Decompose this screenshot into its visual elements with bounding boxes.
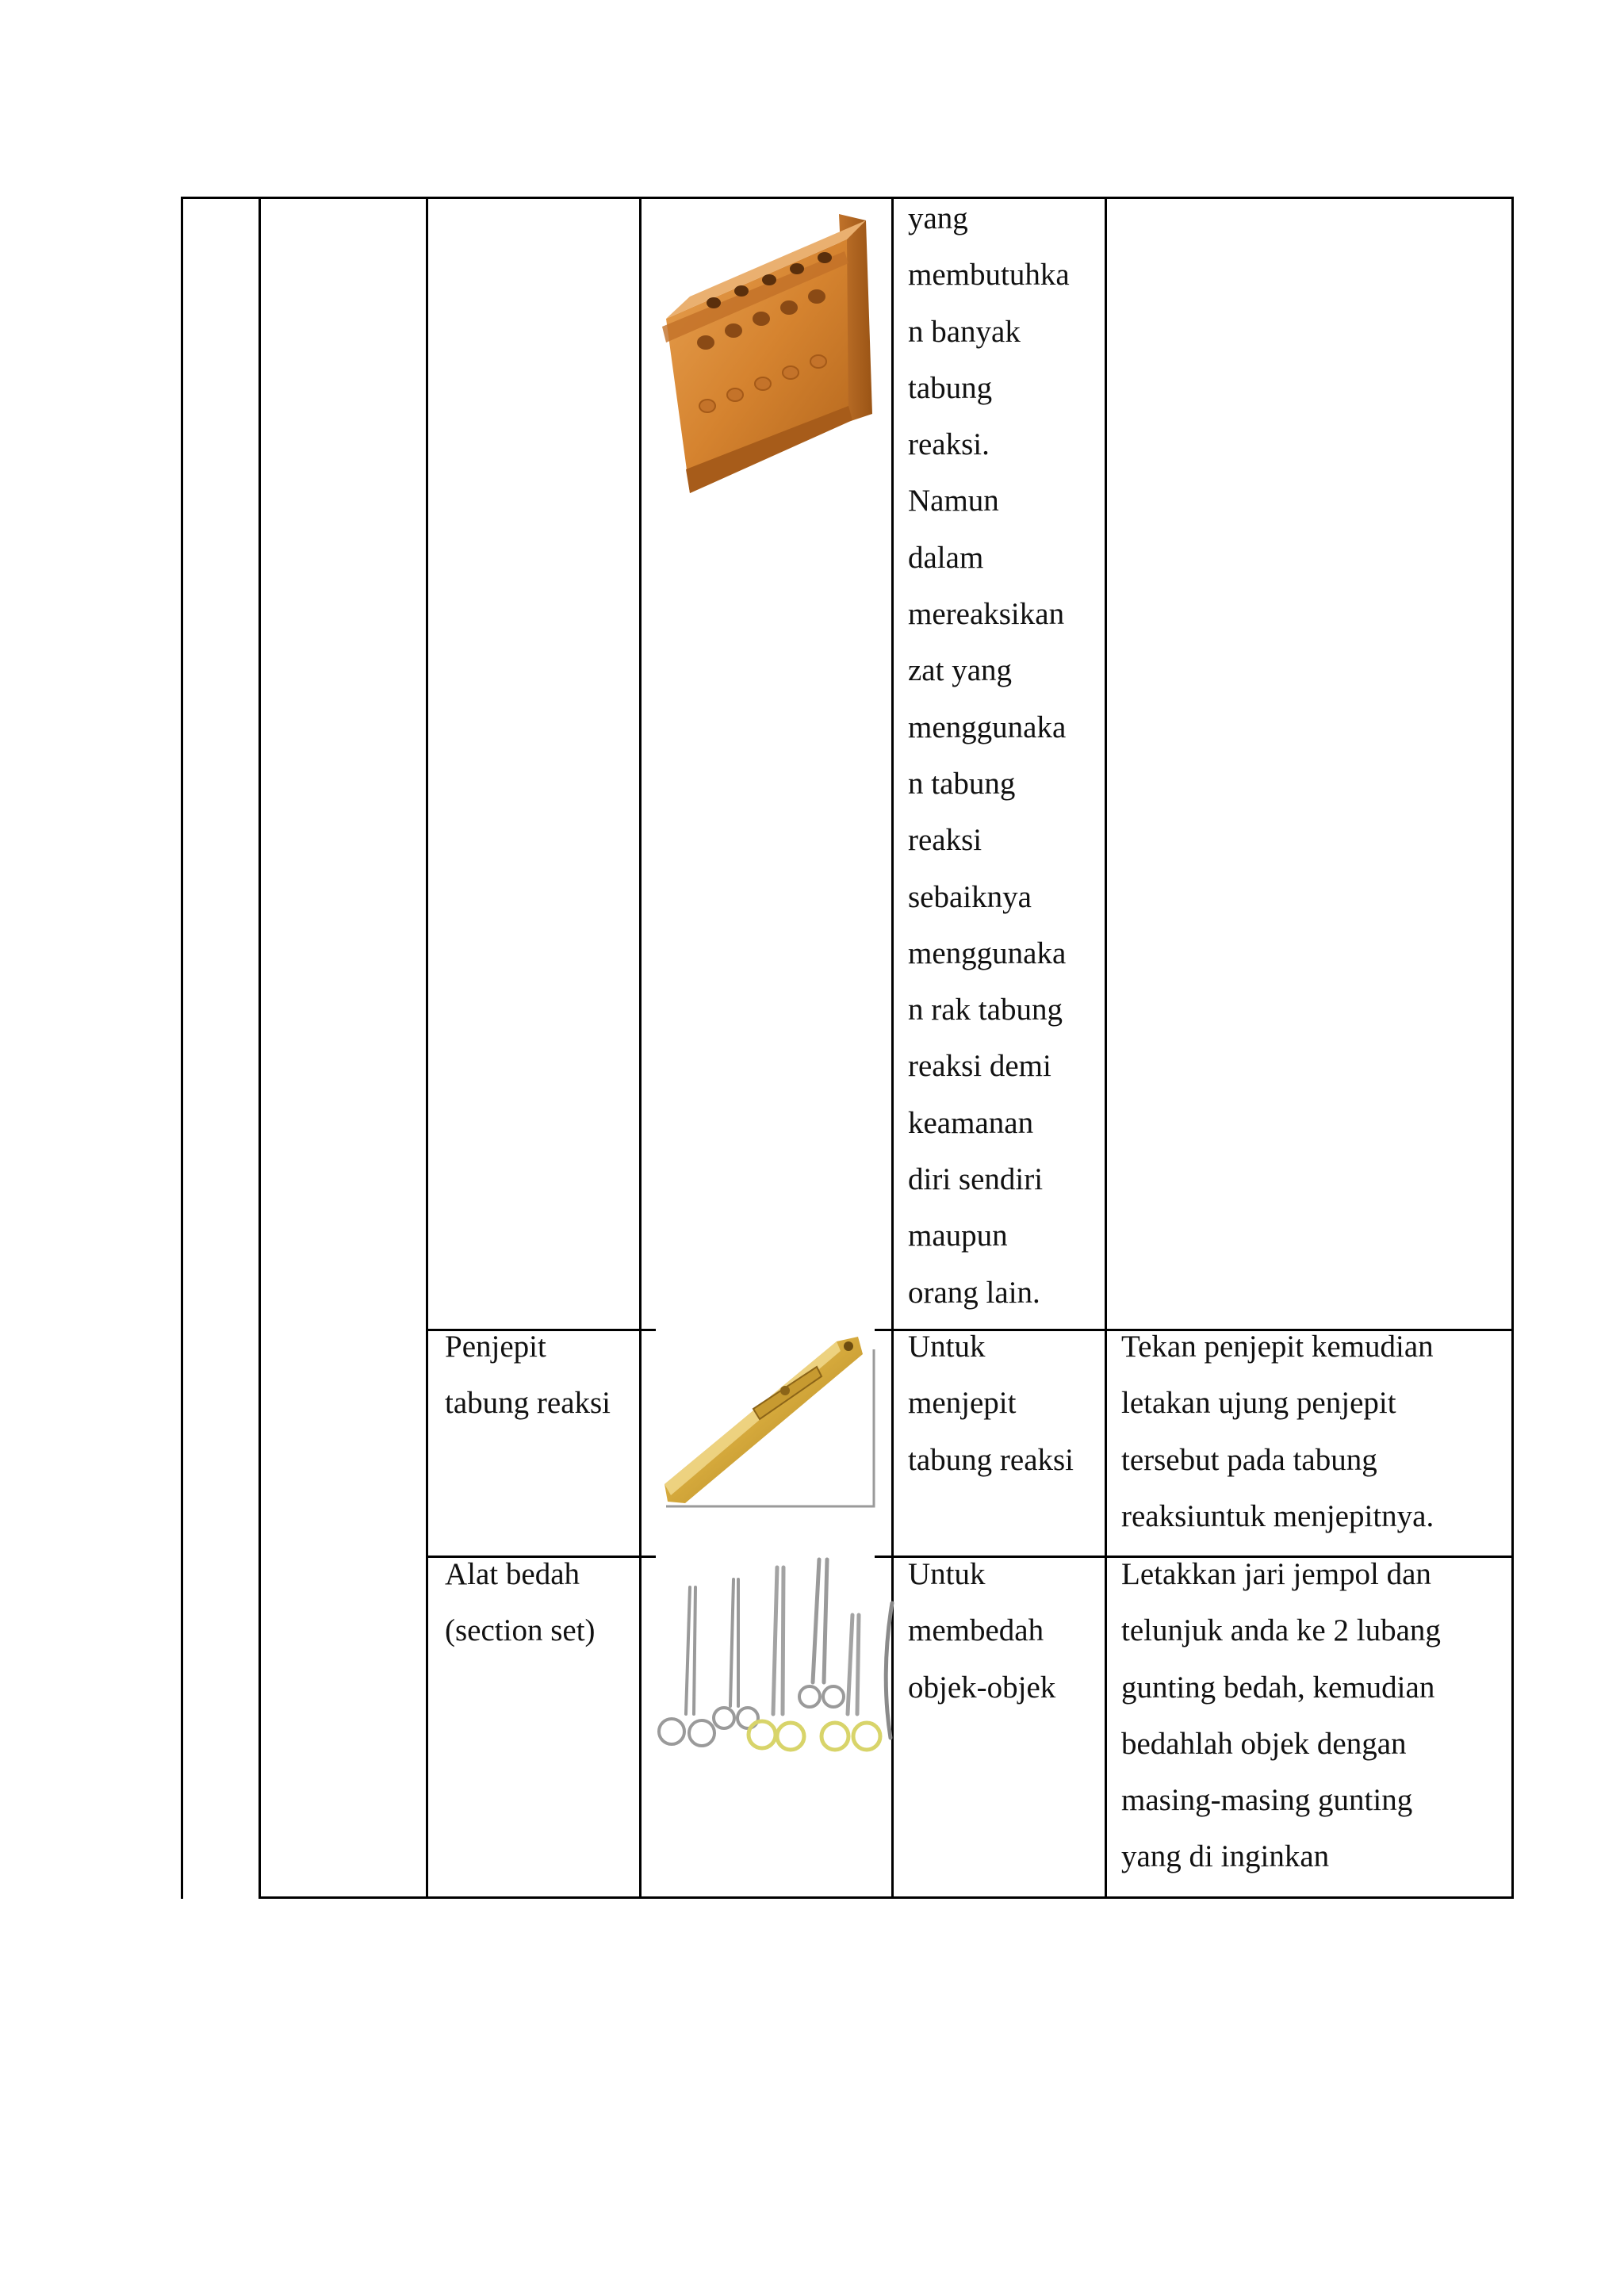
text-line: n banyak [908,314,1021,349]
text-line: reaksi [908,823,982,858]
text-line: yang di inginkan [1121,1839,1330,1874]
text-line: tabung reaksi [908,1442,1074,1477]
text-line: sebaiknya [908,879,1032,914]
text-line: gunting bedah, kemudian [1121,1670,1435,1705]
table-right-border [1511,197,1514,1899]
column-divider-2 [259,197,261,1899]
text-line: n rak tabung [908,993,1063,1027]
text-line: Untuk [908,1330,986,1364]
text-line: Penjepit [445,1330,546,1364]
column-divider-4 [639,197,642,1899]
tool-name [445,1318,611,1432]
text-line: tersebut pada tabung [1121,1442,1377,1477]
column-divider-6 [1105,197,1107,1899]
text-line: membutuhka [908,258,1070,293]
text-line: keamanan [908,1105,1034,1140]
text-line: Letakkan jari jempol dan [1121,1557,1431,1591]
purpose-text [908,190,1070,1321]
usage-text [1121,1318,1434,1544]
table-bottom-border [259,1896,1514,1899]
text-line: orang lain. [908,1275,1040,1310]
text-line: n tabung [908,766,1016,801]
text-line: Namun [908,484,999,519]
text-line: diri sendiri [908,1162,1044,1197]
text-line: dalam [908,540,984,575]
text-line: letakan ujung penjepit [1121,1386,1396,1421]
purpose-text [908,1318,1074,1488]
text-line: Tekan penjepit kemudian [1121,1330,1434,1364]
text-line: bedahlah objek dengan [1121,1726,1407,1761]
text-line: reaksiuntuk menjepitnya. [1121,1498,1434,1533]
text-line: zat yang [908,653,1013,688]
table-top-border [181,197,1514,199]
test-tube-rack-icon [658,208,884,509]
text-line: masing-masing gunting [1121,1783,1413,1818]
text-line: tabung [908,370,993,405]
text-line: membedah [908,1613,1044,1648]
text-line: maupun [908,1219,1008,1253]
dissecting-scissors-set-icon [654,1556,896,1785]
test-tube-clamp-icon [658,1326,880,1510]
column-divider-3 [426,197,428,1899]
text-line: Alat bedah [445,1557,580,1591]
column-divider-1 [181,197,183,1899]
text-line: menggunaka [908,710,1067,744]
text-line: reaksi demi [908,1049,1051,1084]
text-line: tabung reaksi [445,1386,611,1421]
text-line: Untuk [908,1557,986,1591]
text-line: objek-objek [908,1670,1056,1705]
text-line: menjepit [908,1386,1017,1421]
text-line: (section set) [445,1613,596,1648]
text-line: mereaksikan [908,597,1065,632]
text-line: reaksi. [908,427,990,462]
text-line: yang [908,201,968,235]
text-line: menggunaka [908,936,1067,970]
tool-name [445,1546,596,1659]
purpose-text [908,1546,1055,1716]
text-line: telunjuk anda ke 2 lubang [1121,1613,1441,1648]
usage-text [1121,1546,1441,1885]
